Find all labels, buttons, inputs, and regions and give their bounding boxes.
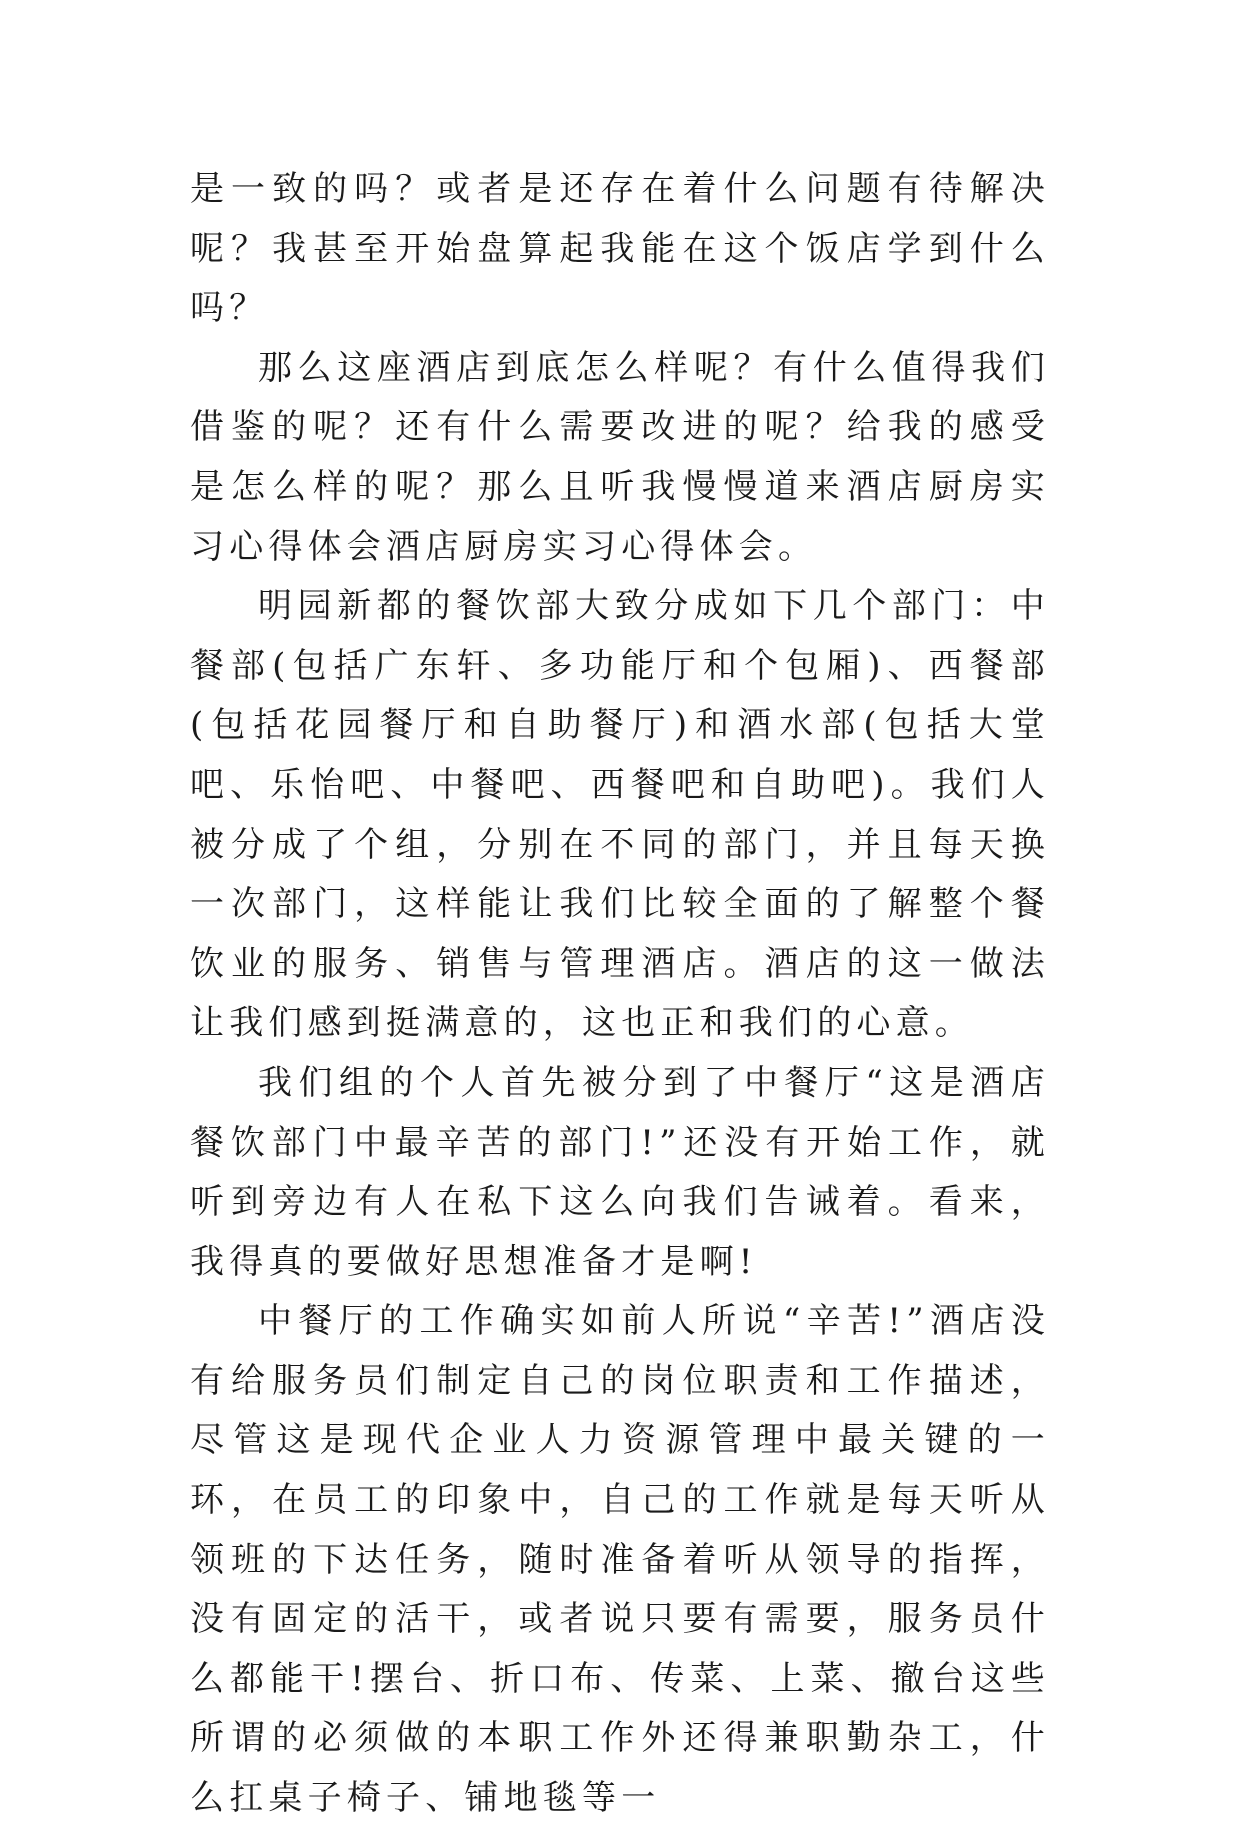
paragraph-continuation: 是一致的吗？或者是还存在着什么问题有待解决呢？我甚至开始盘算起我能在这个饭店学到什么吗？ [190, 169, 1050, 329]
paragraph: 那么这座酒店到底怎么样呢？有什么值得我们借鉴的呢？还有什么需要改进的呢？给我的感受是怎么样的呢？那么且听我慢慢道来酒店厨房实习心得体会酒店厨房实习心得体会。 [190, 347, 1050, 567]
document-body [190, 160, 1050, 1829]
paragraph: 中餐厅的工作确实如前人所说“辛苦!”酒店没有给服务员们制定自己的岗位职责和工作描述，尽管这是现代企业人力资源管理中最关键的一环，在员工的印象中，自己的工作就是每天听从领班的下达任务，随时准备着听从领导的指挥，没有固定的活干，或者说只要有需要，服务员什么都能干!摆台、折口布、传菜、上菜、撤台这些所谓的必须做的本职工作外还得兼职勤杂工，什么扛桌子椅子、铺地毯等一 [190, 1301, 1050, 1819]
paragraph: 我们组的个人首先被分到了中餐厅“这是酒店餐饮部门中最辛苦的部门!”还没有开始工作，就听到旁边有人在私下这么向我们告诫着。看来，我得真的要做好思想准备才是啊! [190, 1062, 1050, 1282]
paragraph: 明园新都的餐饮部大致分成如下几个部门：中餐部(包括广东轩、多功能厅和个包厢)、西餐部(包括花园餐厅和自助餐厅)和酒水部(包括大堂吧、乐怡吧、中餐吧、西餐吧和自助吧)。我们人被分成了个组，分别在不同的部门，并且每天换一次部门，这样能让我们比较全面的了解整个餐饮业的服务、销售与管理酒店。酒店的这一做法让我们感到挺满意的，这也正和我们的心意。 [190, 586, 1050, 1044]
